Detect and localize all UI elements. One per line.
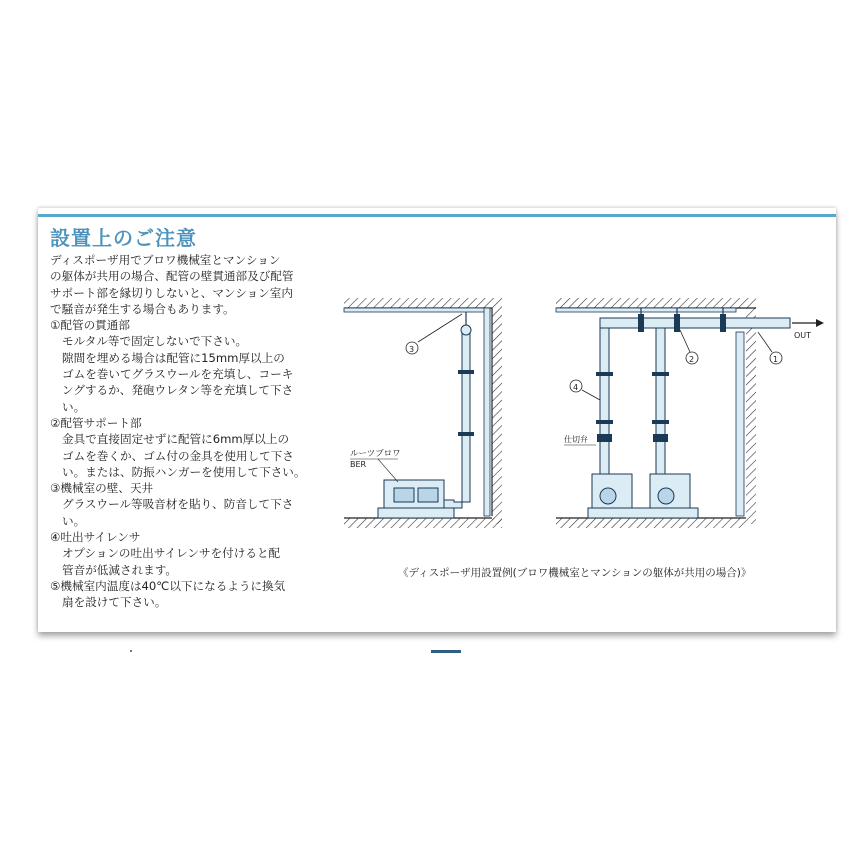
item-line: ゴムを巻いてグラスウールを充填し、コーキ: [62, 367, 294, 382]
intro-line: ディスポーザ用でブロワ機械室とマンション: [50, 253, 281, 267]
left-vertical-pipe: [462, 332, 470, 502]
right-header-pipe: [600, 318, 790, 328]
label-gate-valve: 仕切弁: [564, 435, 588, 444]
right-floor-hatch: [556, 518, 746, 528]
right-wall-insulation: [736, 332, 744, 516]
callout-2: 2: [689, 355, 695, 364]
label-ber: BER: [350, 460, 367, 469]
notes-text: [50, 252, 340, 611]
top-rule: [38, 214, 836, 217]
page-title: 設置上のご注意: [50, 226, 197, 250]
intro-line: サポート部を縁切りしないと、マンション室内: [50, 285, 293, 300]
valve-1: [597, 434, 612, 442]
item-heading-pipe-support: ②配管サポート部: [50, 415, 142, 430]
item-line: オプションの吐出サイレンサを付けると配: [62, 546, 281, 561]
item-line: ングするか、発砲ウレタン等を充填して下さ: [62, 383, 294, 398]
label-roots-blower: ルーツブロワ: [350, 449, 401, 459]
left-diagram: [344, 298, 502, 528]
diagram-caption: 《ディスポーザ用設置例(ブロワ機械室とマンションの躯体が共用の場合)》: [398, 567, 752, 579]
right-blower-base: [588, 508, 698, 518]
item-heading-pipe-penetration: ①配管の貫通部: [50, 318, 130, 333]
item-line: 金具で直接固定せずに配管に6mm厚以上の: [62, 432, 290, 447]
label-out: OUT: [794, 331, 812, 340]
left-blower-base: [378, 508, 454, 518]
intro-line: で騒音が発生する場合もあります。: [50, 301, 235, 316]
item-line: い。: [62, 399, 86, 414]
callout-1: 1: [773, 355, 779, 364]
item-line: モルタル等で固定しないで下さい。: [62, 334, 248, 349]
item-line: い。: [62, 513, 86, 528]
left-wall-hatch: [492, 298, 502, 524]
item-heading-silencer: ④吐出サイレンサ: [50, 530, 141, 545]
callout-3: 3: [409, 345, 415, 354]
right-diagram: [556, 298, 824, 528]
item-heading-temperature: ⑤機械室内温度は40℃以下になるように換気: [50, 578, 286, 593]
installation-diagram: [338, 292, 836, 552]
item-line: ゴムを巻くか、ゴム付の金具を使用して下さ: [62, 448, 294, 463]
right-ceiling-hatch: [556, 298, 756, 308]
left-floor-hatch: [344, 518, 502, 528]
item-line: グラスウール等吸音材を貼り、防音して下さ: [62, 497, 294, 512]
item-line: 扇を設けて下さい。: [62, 595, 167, 610]
callout-4: 4: [573, 383, 579, 392]
item-heading-walls-ceiling: ③機械室の壁、天井: [50, 481, 154, 496]
item-line: 隙間を埋める場合は配管に15mm厚以上の: [62, 350, 285, 365]
installation-notes-panel: [38, 208, 836, 632]
item-line: 管音が低減されます。: [62, 562, 178, 577]
item-line: い。または、防振ハンガーを使用して下さい。: [62, 464, 306, 479]
left-sound-insulation: [344, 308, 490, 312]
right-vertical-pipe-2: [656, 328, 665, 478]
right-wall-hatch: [746, 308, 756, 524]
left-ceiling-hatch: [344, 298, 492, 308]
intro-line: の躯体が共用の場合、配管の壁貫通部及び配管: [50, 269, 294, 284]
decorative-dot: [130, 650, 132, 652]
valve-2: [653, 434, 668, 442]
page-indicator-bar: [431, 650, 461, 653]
right-vertical-pipe-1: [600, 328, 609, 478]
